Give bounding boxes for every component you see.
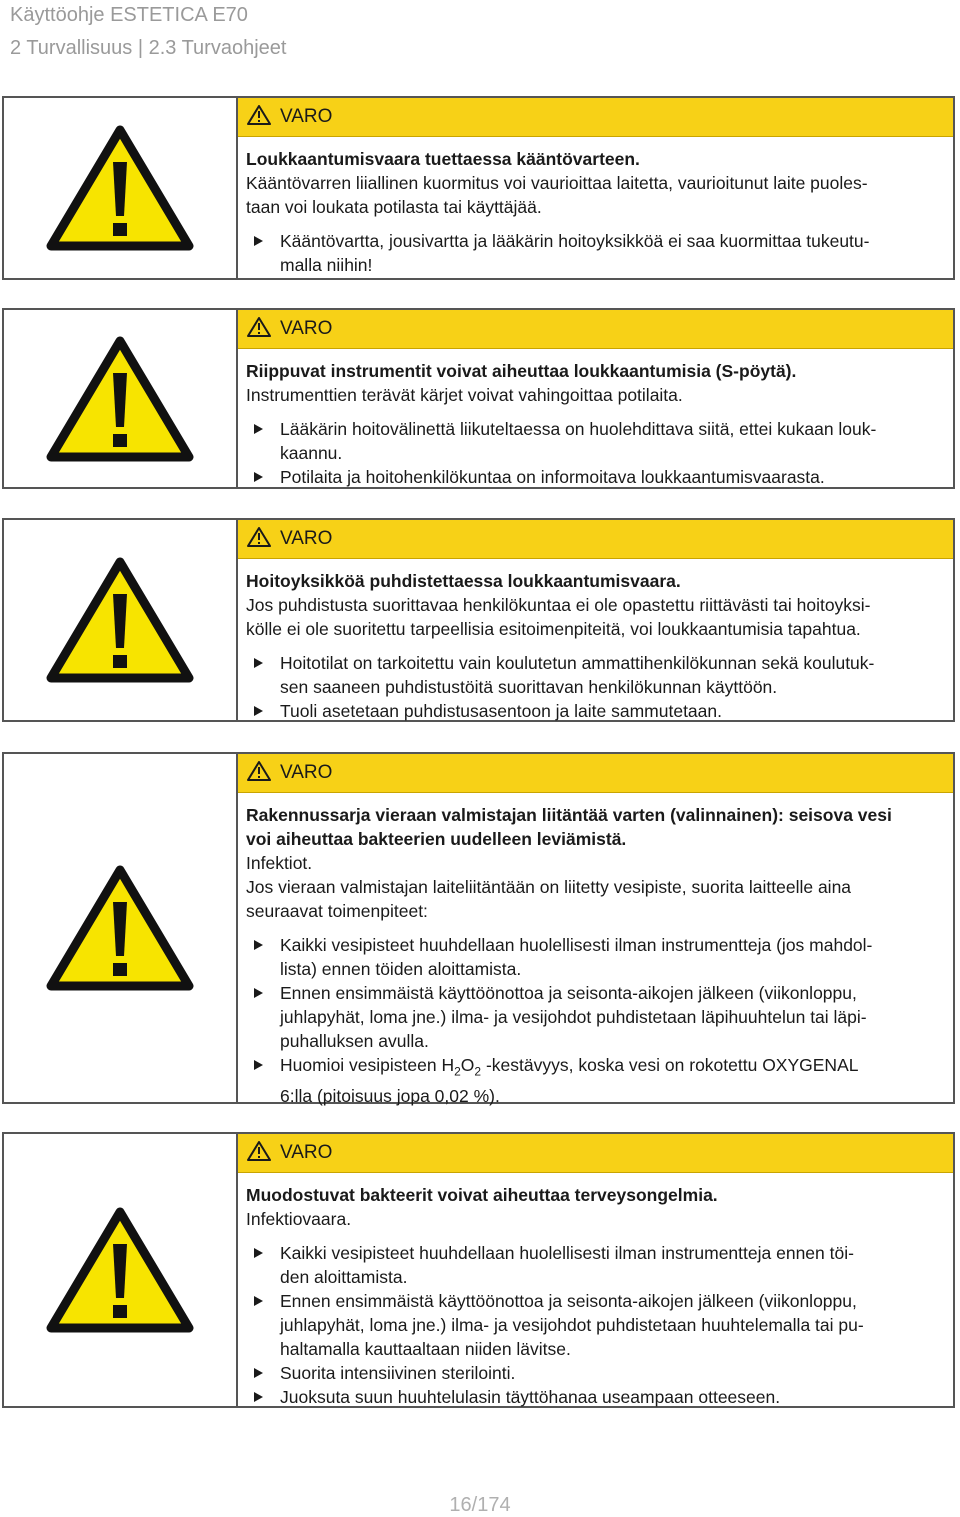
warning-band (238, 98, 953, 137)
warning-description: Jos puhdistusta suorittavaa henkilökuntaa ei ole opastettu riittävästi tai hoitoyksi- (246, 595, 871, 615)
bullet-arrow-icon (254, 1392, 263, 1402)
list-item-text: puhalluksen avulla. (280, 1031, 429, 1051)
bullet-arrow-icon (254, 472, 263, 482)
list-item-text: Kääntövartta, jousivartta ja lääkärin hoitoyksikköä ei saa kuormittaa tukeutu- (280, 231, 870, 251)
warning-box (2, 1132, 955, 1408)
warning-description: seuraavat toimenpiteet: (246, 901, 428, 921)
list-item (246, 1241, 953, 1289)
page-number: 16/174 (449, 1494, 511, 1516)
bullet-arrow-icon (254, 1368, 263, 1378)
warning-box (2, 96, 955, 280)
list-item (246, 417, 953, 465)
list-item-text: juhlapyhät, loma jne.) ilma- ja vesijohdot puhdistetaan huuhtelemalla tai pu- (280, 1315, 864, 1335)
warning-heading: Hoitoyksikköä puhdistettaessa loukkaantumisvaara. (246, 571, 681, 591)
warning-band (238, 310, 953, 349)
breadcrumb: 2 Turvallisuus | 2.3 Turvaohjeet (10, 37, 287, 59)
list-item-text: Hoitotilat on tarkoitettu vain koulutetun ammattihenkilökunnan sekä koulutuk- (280, 653, 875, 673)
list-item-text: juhlapyhät, loma jne.) ilma- ja vesijohdot puhdistetaan läpihuuhtelun tai läpi- (280, 1007, 867, 1027)
warning-description: Infektiot. (246, 853, 313, 873)
warning-heading: Riippuvat instrumentit voivat aiheuttaa loukkaantumisia (S-pöytä). (246, 361, 797, 381)
list-item-text: lista) ennen töiden aloittamista. (280, 959, 522, 979)
list-item-text: Kaikki vesipisteet huuhdellaan huolellisesti ilman instrumentteja (jos mahdol- (280, 935, 873, 955)
list-item (246, 465, 953, 489)
list-item-text: malla niihin! (280, 255, 373, 275)
warning-heading: Loukkaantumisvaara tuettaessa kääntövarteen. (246, 149, 640, 169)
list-item (246, 229, 953, 277)
warning-outline-icon (246, 316, 272, 343)
warning-description: kölle ei ole suoritettu tarpeellisia esitoimenpiteitä, voi loukkaantumisia tapahtua. (246, 619, 861, 639)
bullet-arrow-icon (254, 1296, 263, 1306)
list-item-text: Kaikki vesipisteet huuhdellaan huolellisesti ilman instrumentteja ennen töi- (280, 1243, 854, 1263)
warning-label: VARO (280, 528, 333, 549)
list-item (246, 981, 953, 1053)
bullet-arrow-icon (254, 706, 263, 716)
list-item (246, 1289, 953, 1361)
list-item (246, 1361, 953, 1385)
bullet-arrow-icon (254, 988, 263, 998)
warning-label: VARO (280, 106, 333, 127)
warning-outline-icon (246, 526, 272, 553)
list-item-text: Potilaita ja hoitohenkilökuntaa on informoitava loukkaantumisvaarasta. (280, 467, 825, 487)
warning-heading: Rakennussarja vieraan valmistajan liitäntää varten (valinnainen): seisova vesi (246, 805, 892, 825)
warning-box (2, 308, 955, 489)
list-item (246, 1385, 953, 1409)
page-header (10, 2, 286, 61)
warning-description: Kääntövarren liiallinen kuormitus voi vaurioittaa laitetta, vaurioitunut laite puoles- (246, 173, 868, 193)
warning-outline-icon (246, 104, 272, 131)
warning-description: Jos vieraan valmistajan laiteliitäntään on liitetty vesipiste, suorita laitteelle aina (246, 877, 852, 897)
warning-band (238, 520, 953, 559)
list-item-text: Huomioi vesipisteen $H_2O_2$ -kestävyys, koska vesi on rokotettu OXYGENAL (280, 1055, 859, 1079)
list-item-text: sen saaneen puhdistustöitä suorittavan henkilökunnan käyttöön. (280, 677, 778, 697)
warning-outline-icon (246, 1140, 272, 1167)
list-item-text: den aloittamista. (280, 1267, 408, 1287)
warning-label: VARO (280, 1142, 333, 1163)
list-item (246, 651, 953, 699)
bullet-arrow-icon (254, 1248, 263, 1258)
list-item (246, 699, 953, 723)
warning-description: taan voi loukata potilasta tai käyttäjää. (246, 197, 542, 217)
list-item-text: Lääkärin hoitovälinettä liikuteltaessa on huolehdittava siitä, ettei kukaan louk- (280, 419, 877, 439)
list-item-text: Ennen ensimmäistä käyttöönottoa ja seisonta-aikojen jälkeen (viikonloppu, (280, 983, 857, 1003)
list-item (246, 933, 953, 981)
list-item-text: Ennen ensimmäistä käyttöönottoa ja seisonta-aikojen jälkeen (viikonloppu, (280, 1291, 857, 1311)
warning-box (2, 518, 955, 722)
warning-label: VARO (280, 762, 333, 783)
warning-description: Infektiovaara. (246, 1209, 352, 1229)
warning-heading: voi aiheuttaa bakteerien uudelleen leviämistä. (246, 829, 627, 849)
list-item (246, 1053, 953, 1108)
list-item-text: 6:lla (pitoisuus jopa 0,02 %). (280, 1085, 500, 1106)
list-item-text: Tuoli asetetaan puhdistusasentoon ja laite sammutetaan. (280, 701, 722, 721)
bullet-arrow-icon (254, 940, 263, 950)
list-item-text: kaannu. (280, 443, 343, 463)
document-title: Käyttöohje ESTETICA E70 (10, 4, 248, 26)
list-item-text: haltamalla kauttaaltaan niiden lävitse. (280, 1339, 571, 1359)
bullet-arrow-icon (254, 236, 263, 246)
warning-box (2, 752, 955, 1104)
warning-label: VARO (280, 318, 333, 339)
warning-outline-icon (246, 760, 272, 787)
list-item-text: Suorita intensiivinen sterilointi. (280, 1363, 516, 1383)
warning-description: Instrumenttien terävät kärjet voivat vahingoittaa potilaita. (246, 385, 683, 405)
bullet-arrow-icon (254, 424, 263, 434)
warning-band (238, 754, 953, 793)
warning-band (238, 1134, 953, 1173)
bullet-arrow-icon (254, 658, 263, 668)
bullet-arrow-icon (254, 1060, 263, 1070)
warning-heading: Muodostuvat bakteerit voivat aiheuttaa terveysongelmia. (246, 1185, 718, 1205)
list-item-text: Juoksuta suun huuhtelulasin täyttöhanaa useampaan otteeseen. (280, 1387, 781, 1407)
